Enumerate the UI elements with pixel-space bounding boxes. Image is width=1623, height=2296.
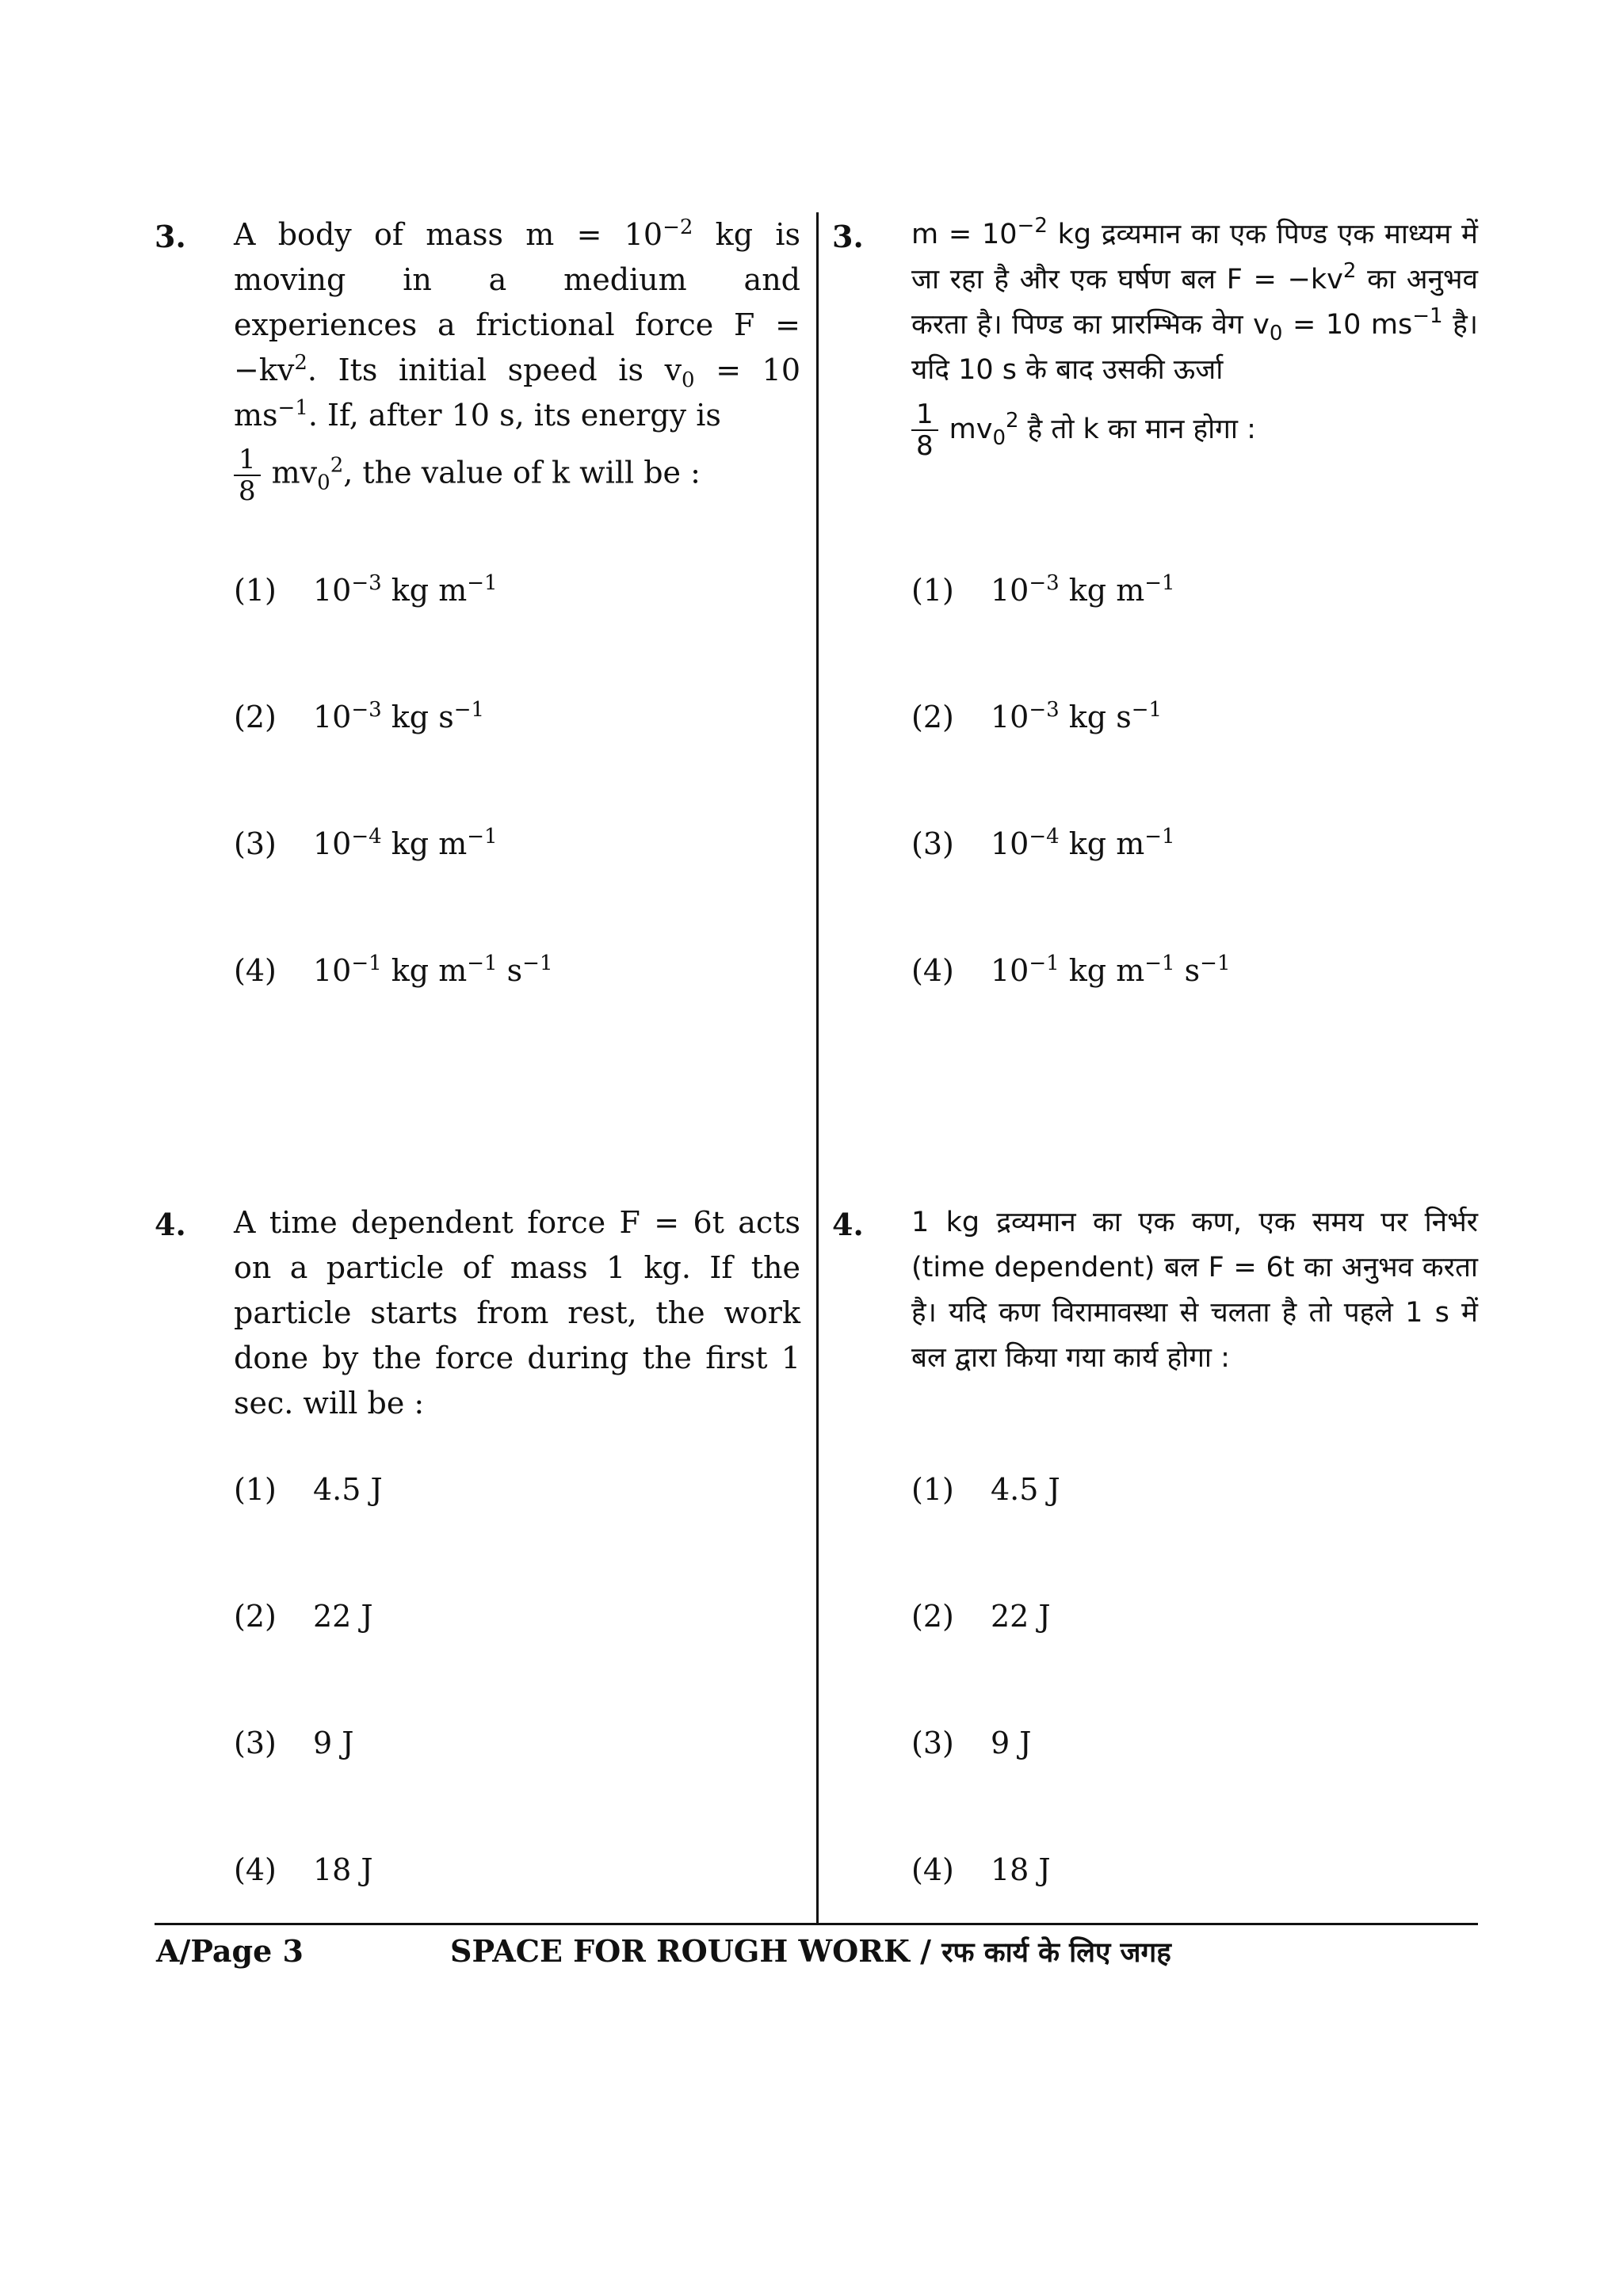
- q4-option-4-en[interactable]: (4) 18 J: [234, 1852, 373, 1887]
- question-3-stem-hi: $m = 10^{-2}$ kg द्रव्यमान का एक पिण्ड एक माध्यम में जा रहा है और एक घर्षण बल $F = -kv^2$ का अनुभव करता है। पिण्ड का प्रारम्भिक वेग $v_0 = 10$ $ms^{-1}$ है। यदि 10 s के बाद उसकी ऊर्जा $\frac{1}{8}$ $mv_0^2$ है तो k का मान होगा :: [911, 214, 1478, 462]
- q3-option-3-en[interactable]: (3) $10^{-4}$ kg $m^{-1}$: [234, 825, 498, 861]
- question-4-number: 4.: [155, 1207, 186, 1242]
- q4-option-1-en[interactable]: (1) 4.5 J: [234, 1472, 383, 1507]
- q3-option-3-hi[interactable]: (3) $10^{-4}$ kg $m^{-1}$: [911, 825, 1175, 861]
- q4-option-3-hi[interactable]: (3) 9 J: [911, 1726, 1032, 1760]
- rough-work-label: SPACE FOR ROUGH WORK / रफ कार्य के लिए जगह: [450, 1933, 1171, 1969]
- q3-option-2-hi[interactable]: (2) $10^{-3}$ kg $s^{-1}$: [911, 698, 1163, 734]
- fraction-one-eighth-hi: $\frac{1}{8}$: [911, 399, 938, 461]
- column-divider: [816, 212, 819, 1924]
- fraction-one-eighth: $\frac{1}{8}$: [234, 444, 261, 506]
- question-4-number-hi: 4.: [832, 1207, 864, 1242]
- q3-option-2-en[interactable]: (2) $10^{-3}$ kg $s^{-1}$: [234, 698, 485, 734]
- q4-option-2-hi[interactable]: (2) 22 J: [911, 1599, 1051, 1634]
- q4-option-4-hi[interactable]: (4) 18 J: [911, 1852, 1051, 1887]
- question-4-stem-en: A time dependent force F = 6t acts on a particle of mass 1 kg. If the particle starts from rest, the work done by the force during the first 1 sec. will be :: [234, 1205, 800, 1421]
- question-3-number: 3.: [155, 219, 186, 254]
- q4-option-3-en[interactable]: (3) 9 J: [234, 1726, 354, 1760]
- q4-option-1-hi[interactable]: (1) 4.5 J: [911, 1472, 1060, 1507]
- q3-option-1-hi[interactable]: (1) $10^{-3}$ kg $m^{-1}$: [911, 571, 1175, 608]
- q3-option-4-hi[interactable]: (4) $10^{-1}$ kg $m^{-1}$ $s^{-1}$: [911, 952, 1231, 988]
- question-3-stem-en: A body of mass $m = 10^{-2}$ kg is moving in a medium and experiences a frictional force $F = -kv^2$. Its initial speed is $v_0 = 10$ $ms^{-1}$. If, after 10 s, its energy is $\frac{1}{8}$ $mv_0^2$, the value of k will be :: [234, 215, 800, 507]
- footer-rule: [155, 1923, 1478, 1925]
- q3-option-1-en[interactable]: (1) $10^{-3}$ kg $m^{-1}$: [234, 571, 498, 608]
- q3-option-4-en[interactable]: (4) $10^{-1}$ kg $m^{-1}$ $s^{-1}$: [234, 952, 553, 988]
- question-4-stem-hi: 1 kg द्रव्यमान का एक कण, एक समय पर निर्भर (time dependent) बल F = 6t का अनुभव करता है। यदि कण विरामावस्था से चलता है तो पहले 1 s में बल द्वारा किया गया कार्य होगा :: [911, 1207, 1478, 1374]
- question-3-number-hi: 3.: [832, 219, 864, 254]
- q4-option-2-en[interactable]: (2) 22 J: [234, 1599, 373, 1634]
- page-number: A/Page 3: [156, 1933, 304, 1969]
